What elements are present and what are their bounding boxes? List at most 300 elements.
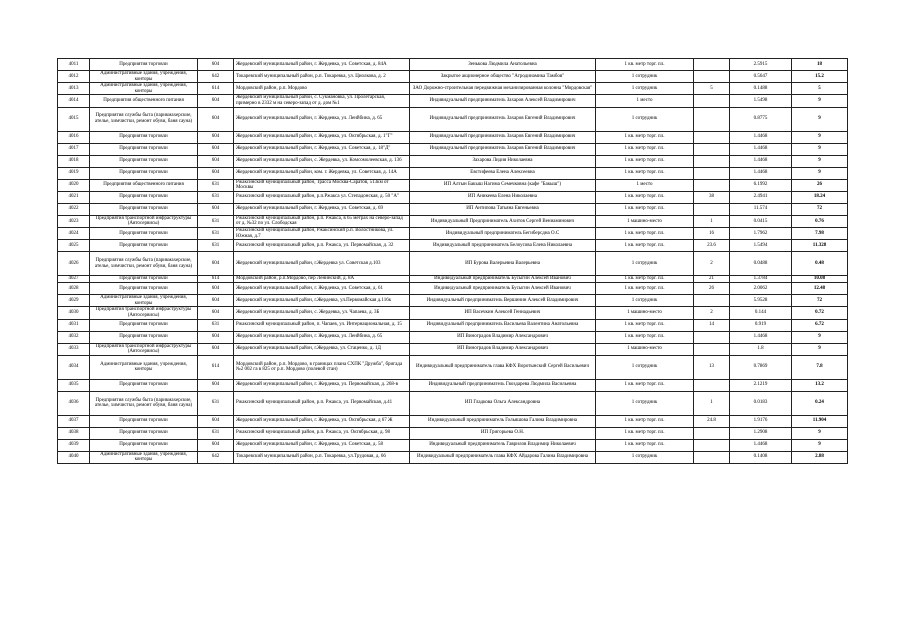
volume-value-cell: 11.904 xyxy=(792,415,848,427)
norm-value-cell: 1.4468 xyxy=(730,155,792,167)
object-category-cell: Предприятия общественного питания xyxy=(90,95,198,107)
norm-value-cell: 1.4468 xyxy=(730,331,792,343)
okved-code-cell: 604 xyxy=(198,131,234,143)
okved-code-cell: 604 xyxy=(198,143,234,155)
table-row xyxy=(58,391,848,415)
row-number-cell: 4018 xyxy=(58,155,90,167)
area-value-cell xyxy=(694,167,730,179)
unit-cell: 1 кв. метр торг. пл. xyxy=(596,319,694,331)
area-value-cell: 14 xyxy=(694,319,730,331)
row-number-cell: 4040 xyxy=(58,451,90,463)
object-category-cell: Предприятия торговли xyxy=(90,276,198,283)
unit-cell: 1 кв. метр торг. пл. xyxy=(596,283,694,295)
organization-name-cell: Индивидуальный предприниматель глава КФХ Воротынский Сергей Васильевич xyxy=(410,355,596,379)
okved-code-cell: 614 xyxy=(198,276,234,283)
table-row xyxy=(58,427,848,439)
area-value-cell: 1 xyxy=(694,215,730,227)
row-number-cell: 4031 xyxy=(58,319,90,331)
address-cell: Жердевский муниципальный район, г.Жердевка ул. Советская д.103 xyxy=(234,252,410,276)
area-value-cell: 5 xyxy=(694,83,730,95)
table-row xyxy=(58,83,848,95)
organization-name-cell: ИП Бурова Валерьевна Валерьевна xyxy=(410,252,596,276)
object-category-cell: Предприятия транспортной инфраструктуры (Автосервисы) xyxy=(90,215,198,227)
norm-value-cell: 1.2908 xyxy=(730,427,792,439)
address-cell: Ржаксинский муниципальный район, Трасса Москва-Саратов, 513км от Москвы xyxy=(234,179,410,191)
organization-name-cell: ИП Алтын Бакыш Нагима Семечковна (кафе "Бакыш") xyxy=(410,179,596,191)
norm-value-cell: 1.4468 xyxy=(730,439,792,451)
table-row xyxy=(58,451,848,463)
unit-cell: 1 кв. метр торг. пл. xyxy=(596,227,694,239)
table-row xyxy=(58,415,848,427)
object-category-cell: Предприятия торговли xyxy=(90,240,198,252)
address-cell: Жердевский муниципальный район, г.Жердевка, ул.Первомайская д.116к xyxy=(234,295,410,307)
norm-value-cell: 1.9176 xyxy=(730,415,792,427)
row-number-cell: 4034 xyxy=(58,355,90,379)
row-number-cell: 4016 xyxy=(58,131,90,143)
unit-cell: 1 сотрудник xyxy=(596,295,694,307)
unit-cell: 1 кв. метр торг. пл. xyxy=(596,276,694,283)
table-row xyxy=(58,107,848,131)
table-row xyxy=(58,240,848,252)
norm-value-cell: 0.7869 xyxy=(730,355,792,379)
row-number-cell: 4025 xyxy=(58,240,90,252)
address-cell: Жердевский муниципальный район, г. Жердевка, ул. Октябрьская, д 67 Ж xyxy=(234,415,410,427)
norm-value-cell: 1.7962 xyxy=(730,227,792,239)
norm-value-cell: 2.0062 xyxy=(730,283,792,295)
object-category-cell: Предприятия службы быта (парикмахерские, ателье, химчистки, ремонт обуви, баня сауна) xyxy=(90,107,198,131)
okved-code-cell: 604 xyxy=(198,203,234,215)
table-row xyxy=(58,295,848,307)
organization-name-cell: Индивидуальный предприниматель Бусыгин Алексей Иванович xyxy=(410,283,596,295)
volume-value-cell: 9 xyxy=(792,331,848,343)
norm-value-cell: 1.4468 xyxy=(730,143,792,155)
address-cell: Жердевский муниципальный район, г. Жердевка, ул. Ленйбина, д. 65 xyxy=(234,331,410,343)
area-value-cell: 26 xyxy=(694,283,730,295)
address-cell: Жердевский муниципальный район, г. Жердевка, ул. Первомайская, д. 268-в xyxy=(234,379,410,391)
volume-value-cell: 0.76 xyxy=(792,215,848,227)
row-number-cell: 4035 xyxy=(58,379,90,391)
volume-value-cell: 9 xyxy=(792,155,848,167)
table-row xyxy=(58,331,848,343)
organization-name-cell: Евстифеева Елена Алексеевна xyxy=(410,167,596,179)
unit-cell: 1 кв. метр торг. пл. xyxy=(596,203,694,215)
address-cell: Токаревский муниципальный район, р.п. Токаревка, ул. Циолкова, д. 2 xyxy=(234,71,410,83)
table-row xyxy=(58,215,848,227)
area-value-cell: 2 xyxy=(694,307,730,319)
organization-name-cell: ИП Аникеева Елена Николаевна xyxy=(410,191,596,203)
table-row xyxy=(58,131,848,143)
row-number-cell: 4014 xyxy=(58,95,90,107)
object-category-cell: Предприятия транспортной инфраструктуры (Автосервисы) xyxy=(90,307,198,319)
norm-value-cell: 0.1488 xyxy=(730,83,792,95)
volume-value-cell: 5 xyxy=(792,83,848,95)
area-value-cell xyxy=(694,379,730,391)
volume-value-cell: 9 xyxy=(792,439,848,451)
okved-code-cell: 631 xyxy=(198,319,234,331)
row-number-cell: 4020 xyxy=(58,179,90,191)
norm-value-cell: 1.4468 xyxy=(730,167,792,179)
volume-value-cell: 9 xyxy=(792,131,848,143)
organization-name-cell: Индивидуальный предприниматель Бегиберсдна О.С xyxy=(410,227,596,239)
unit-cell: 1 машино-место xyxy=(596,307,694,319)
organization-name-cell: Индивидуальный предприниматель Захаров Евгений Владимирович xyxy=(410,107,596,131)
okved-code-cell: 604 xyxy=(198,439,234,451)
norm-value-cell: 1.8 xyxy=(730,343,792,355)
address-cell: Жердевский муниципальный район, ком. г. Жердевка, ул. Советская, д. 14А xyxy=(234,167,410,179)
object-category-cell: Предприятия торговли xyxy=(90,203,198,215)
norm-value-cell: 1.4468 xyxy=(730,131,792,143)
volume-value-cell: 9 xyxy=(792,427,848,439)
okved-code-cell: 631 xyxy=(198,215,234,227)
row-number-cell: 4023 xyxy=(58,215,90,227)
area-value-cell: 21 xyxy=(694,276,730,283)
object-category-cell: Предприятия торговли xyxy=(90,379,198,391)
okved-code-cell: 631 xyxy=(198,427,234,439)
object-category-cell: Административные здания, учреждения, конторы xyxy=(90,451,198,463)
organization-name-cell: Индивидуальный предприниматель глава КФХ Айдарова Галина Владимировна xyxy=(410,451,596,463)
okved-code-cell: 631 xyxy=(198,391,234,415)
address-cell: Ржаксинский муниципальный район, Ржаксинский р.п. Волостникова, ул. Южная, д.7 xyxy=(234,227,410,239)
organization-name-cell: Захарова Лидия Николаевна xyxy=(410,155,596,167)
okved-code-cell: 631 xyxy=(198,179,234,191)
norm-value-cell: 1.5498 xyxy=(730,95,792,107)
norm-value-cell: 2.5915 xyxy=(730,59,792,71)
object-category-cell: Предприятия торговли xyxy=(90,167,198,179)
unit-cell: 1 кв. метр торг. пл. xyxy=(596,379,694,391)
unit-cell: 1 место xyxy=(596,95,694,107)
organization-name-cell: Индивидуальный предприниматель Вершинин Алексей Владимирович xyxy=(410,295,596,307)
unit-cell: 1 машино-место xyxy=(596,343,694,355)
volume-value-cell: 15.2 xyxy=(792,71,848,83)
organization-name-cell: ИП Виноградов Владимир Александрович xyxy=(410,331,596,343)
norm-value-cell: 5.9528 xyxy=(730,295,792,307)
object-category-cell: Предприятия торговли xyxy=(90,319,198,331)
okved-code-cell: 604 xyxy=(198,307,234,319)
volume-value-cell: 9 xyxy=(792,95,848,107)
organization-name-cell: Индивидуальный предприниматель Васильева Валентина Анатольевна xyxy=(410,319,596,331)
address-cell: Жердевский муниципальный район, г.Жердевка, ул. Стаценко, д. 1Д xyxy=(234,343,410,355)
table-row xyxy=(58,439,848,451)
table-row xyxy=(58,227,848,239)
unit-cell: 1 сотрудник xyxy=(596,107,694,131)
okved-code-cell: 604 xyxy=(198,107,234,131)
okved-code-cell: 642 xyxy=(198,451,234,463)
area-value-cell xyxy=(694,331,730,343)
table-row xyxy=(58,307,848,319)
unit-cell: 1 кв. метр торг. пл. xyxy=(596,155,694,167)
volume-value-cell: 9 xyxy=(792,143,848,155)
unit-cell: 1 сотрудник xyxy=(596,83,694,95)
unit-cell: 1 сотрудник xyxy=(596,391,694,415)
volume-value-cell: 0.48 xyxy=(792,252,848,276)
row-number-cell: 4015 xyxy=(58,107,90,131)
object-category-cell: Предприятия торговли xyxy=(90,439,198,451)
organization-name-cell: ИП Гладкова Ольга Александровна xyxy=(410,391,596,415)
area-value-cell xyxy=(694,71,730,83)
address-cell: Ржаксинский муниципальный район, р.п.Ржакса ул. Степадонская, д. 50 "А" xyxy=(234,191,410,203)
area-value-cell xyxy=(694,203,730,215)
okved-code-cell: 604 xyxy=(198,331,234,343)
table-row xyxy=(58,95,848,107)
object-category-cell: Предприятия торговли xyxy=(90,415,198,427)
organization-name-cell: ИП Антипова Татьяна Евгеньевна xyxy=(410,203,596,215)
unit-cell: 1 машино-место xyxy=(596,215,694,227)
norm-value-cell: 0.144 xyxy=(730,307,792,319)
norm-value-cell: 0.0488 xyxy=(730,252,792,276)
organization-name-cell: Индивидуальный предприниматель Бусыгин Алексей Иванович xyxy=(410,276,596,283)
organization-name-cell: Индивидуальный предприниматель Гольяшова Галина Владимировна xyxy=(410,415,596,427)
object-category-cell: Предприятия торговли xyxy=(90,331,198,343)
unit-cell: 1 кв. метр торг. пл. xyxy=(596,59,694,71)
object-category-cell: Предприятия торговли xyxy=(90,191,198,203)
row-number-cell: 4017 xyxy=(58,143,90,155)
address-cell: Мордовский район, р.п. Мордово, в границах плана СХПК "Дружба", бригада №2 002 га в 825 от р.п. Мордово (полевой стан) xyxy=(234,355,410,379)
volume-value-cell: 72 xyxy=(792,295,848,307)
norm-value-cell: 6.1992 xyxy=(730,179,792,191)
volume-value-cell: 2.88 xyxy=(792,451,848,463)
row-number-cell: 4011 xyxy=(58,59,90,71)
object-category-cell: Предприятия службы быта (парикмахерские, ателье, химчистки, ремонт обуви, баня сауна) xyxy=(90,252,198,276)
unit-cell: 1 место xyxy=(596,179,694,191)
organization-name-cell: ИП Васечкин Алексей Геннадьевич xyxy=(410,307,596,319)
area-value-cell: 24.8 xyxy=(694,415,730,427)
area-value-cell xyxy=(694,295,730,307)
organization-name-cell: Индивидуальный предприниматель Захаров Евгений Владимирович xyxy=(410,131,596,143)
okved-code-cell: 604 xyxy=(198,252,234,276)
table-row xyxy=(58,191,848,203)
address-cell: Ржаксинский муниципальный район, п. Чапаев, ул. Интернациональная, д. 15 xyxy=(234,319,410,331)
okved-code-cell: 604 xyxy=(198,167,234,179)
address-cell: Жердевский муниципальный район, г. Жердевка, ул. Советская, д. 58 xyxy=(234,439,410,451)
area-value-cell xyxy=(694,343,730,355)
volume-value-cell: 9 xyxy=(792,167,848,179)
area-value-cell xyxy=(694,59,730,71)
address-cell: Ржаксинский муниципальный район, р.п. Ржакса, ул. Первомайская, д.41 xyxy=(234,391,410,415)
address-cell: Мордовский район, р.п. Мордово xyxy=(234,83,410,95)
address-cell: Мордовский район, р.п.Мордово, пер Ленинский, д. 8А xyxy=(234,276,410,283)
unit-cell: 1 кв. метр торг. пл. xyxy=(596,240,694,252)
address-cell: Жердевский муниципальный район, г. Жердевка, ул. Советская, д. 61 xyxy=(234,283,410,295)
okved-code-cell: 631 xyxy=(198,191,234,203)
table-row xyxy=(58,283,848,295)
okved-code-cell: 604 xyxy=(198,155,234,167)
area-value-cell xyxy=(694,439,730,451)
area-value-cell: 38 xyxy=(694,191,730,203)
table-row xyxy=(58,71,848,83)
volume-value-cell: 9 xyxy=(792,343,848,355)
volume-value-cell: 26 xyxy=(792,179,848,191)
object-category-cell: Предприятия торговли xyxy=(90,59,198,71)
table-row xyxy=(58,155,848,167)
object-category-cell: Предприятия торговли xyxy=(90,131,198,143)
row-number-cell: 4038 xyxy=(58,427,90,439)
address-cell: Жердевский муниципальный район, г. Жердевка, ул. Советская, д. 84А xyxy=(234,59,410,71)
volume-value-cell: 18.24 xyxy=(792,191,848,203)
unit-cell: 1 кв. метр торг. пл. xyxy=(596,415,694,427)
address-cell: Жердевский муниципальный район, г. Жердевка, ул. Октябрьская, д. 1"Г" xyxy=(234,131,410,143)
object-category-cell: Предприятия транспортной инфраструктуры (Автосервисы) xyxy=(90,343,198,355)
organization-name-cell: ИП Григорьева О.Н. xyxy=(410,427,596,439)
table-row xyxy=(58,276,848,283)
address-cell: Ржаксинский муниципальный район, р.п. Ржакса, ул. Октябрьская, д. 98 xyxy=(234,427,410,439)
volume-value-cell: 7.8 xyxy=(792,355,848,379)
okved-code-cell: 631 xyxy=(198,227,234,239)
area-value-cell xyxy=(694,155,730,167)
address-cell: Жердевский муниципальный район, г. Жердевка, ул. Советская, д. 18"Д" xyxy=(234,143,410,155)
area-value-cell xyxy=(694,179,730,191)
volume-value-cell: 7.98 xyxy=(792,227,848,239)
unit-cell: 1 кв. метр торг. пл. xyxy=(596,439,694,451)
registry-table xyxy=(57,58,848,464)
unit-cell: 1 сотрудник xyxy=(596,451,694,463)
table-row xyxy=(58,379,848,391)
table-row xyxy=(58,203,848,215)
area-value-cell: 2 xyxy=(694,252,730,276)
organization-name-cell: Индивидуальный предприниматель Захаров Евгений Владимирович xyxy=(410,143,596,155)
organization-name-cell: Зенькова Людмила Анатольевна xyxy=(410,59,596,71)
okved-code-cell: 604 xyxy=(198,379,234,391)
table-row xyxy=(58,179,848,191)
row-number-cell: 4022 xyxy=(58,203,90,215)
unit-cell: 1 кв. метр торг. пл. xyxy=(596,143,694,155)
table-row xyxy=(58,343,848,355)
unit-cell: 1 сотрудник xyxy=(596,355,694,379)
address-cell: Токаревский муниципальный район, р.п. Токаревка, ул.Трудовая, д. 66 xyxy=(234,451,410,463)
norm-value-cell: 0.0415 xyxy=(730,215,792,227)
unit-cell: 1 кв. метр торг. пл. xyxy=(596,427,694,439)
table-row xyxy=(58,167,848,179)
area-value-cell xyxy=(694,95,730,107)
object-category-cell: Административные здания, учреждения, конторы xyxy=(90,71,198,83)
norm-value-cell: 11.574 xyxy=(730,203,792,215)
area-value-cell: 16 xyxy=(694,227,730,239)
row-number-cell: 4029 xyxy=(58,295,90,307)
norm-value-cell: 0.919 xyxy=(730,319,792,331)
object-category-cell: Предприятия службы быта (парикмахерские, ателье, химчистки, ремонт обуви, баня сауна) xyxy=(90,391,198,415)
address-cell: Жердевский муниципальный район, г. Жердевка, ул. Ленйбина, д. 65 xyxy=(234,107,410,131)
okved-code-cell: 614 xyxy=(198,355,234,379)
row-number-cell: 4013 xyxy=(58,83,90,95)
norm-value-cell: 0.1408 xyxy=(730,451,792,463)
okved-code-cell: 604 xyxy=(198,283,234,295)
organization-name-cell: Индивидуальный предприниматель Захаров Алексей Владимирович xyxy=(410,95,596,107)
okved-code-cell: 631 xyxy=(198,240,234,252)
unit-cell: 1 кв. метр торг. пл. xyxy=(596,191,694,203)
volume-value-cell: 18 xyxy=(792,59,848,71)
area-value-cell: 1 xyxy=(694,391,730,415)
volume-value-cell: 10.08 xyxy=(792,276,848,283)
address-cell: Жердевский муниципальный район, с. Сукмановка, ул. Пролетарская, примерно в 2332 м на северо-запад от д. дом №1 xyxy=(234,95,410,107)
volume-value-cell: 9 xyxy=(792,107,848,131)
organization-name-cell: ИП Виноградов Владимир Александрович xyxy=(410,343,596,355)
volume-value-cell: 6.72 xyxy=(792,319,848,331)
object-category-cell: Предприятия торговли xyxy=(90,143,198,155)
volume-value-cell: 72 xyxy=(792,203,848,215)
organization-name-cell: Закрытое акционерное общество "Агродинамика Тамбов" xyxy=(410,71,596,83)
row-number-cell: 4027 xyxy=(58,276,90,283)
organization-name-cell: Индивидуальный предприниматель Гвоздарева Людмила Васильевна xyxy=(410,379,596,391)
unit-cell: 1 сотрудник xyxy=(596,252,694,276)
norm-value-cell: 0.0183 xyxy=(730,391,792,415)
address-cell: Ржаксинский муниципальный район, р.п. Ржакса, в 65 метрах на северо-запад от д. №32 по ул. Слободская xyxy=(234,215,410,227)
volume-value-cell: 12.48 xyxy=(792,283,848,295)
object-category-cell: Предприятия торговли xyxy=(90,155,198,167)
row-number-cell: 4030 xyxy=(58,307,90,319)
norm-value-cell: 0.8775 xyxy=(730,107,792,131)
object-category-cell: Административные здания, учреждения, конторы xyxy=(90,295,198,307)
unit-cell: 1 кв. метр торг. пл. xyxy=(596,131,694,143)
norm-value-cell: 0.5647 xyxy=(730,71,792,83)
row-number-cell: 4024 xyxy=(58,227,90,239)
volume-value-cell: 0.24 xyxy=(792,391,848,415)
object-category-cell: Предприятия торговли xyxy=(90,227,198,239)
okved-code-cell: 614 xyxy=(198,83,234,95)
row-number-cell: 4037 xyxy=(58,415,90,427)
unit-cell: 1 кв. метр торг. пл. xyxy=(596,167,694,179)
area-value-cell: 13 xyxy=(694,355,730,379)
unit-cell: 1 сотрудник xyxy=(596,71,694,83)
organization-name-cell: Индивидуальный Предприниматель Ахитов Сергей Вениаминович xyxy=(410,215,596,227)
norm-value-cell: 1.3784 xyxy=(730,276,792,283)
okved-code-cell: 604 xyxy=(198,95,234,107)
area-value-cell xyxy=(694,451,730,463)
area-value-cell: 23.6 xyxy=(694,240,730,252)
row-number-cell: 4039 xyxy=(58,439,90,451)
okved-code-cell: 604 xyxy=(198,415,234,427)
organization-name-cell: ЗАО Дорожно-строительная передвижная механизированная колонна "Мордовская" xyxy=(410,83,596,95)
volume-value-cell: 0.72 xyxy=(792,307,848,319)
okved-code-cell: 604 xyxy=(198,295,234,307)
object-category-cell: Административные здания, учреждения, конторы xyxy=(90,355,198,379)
address-cell: Жердевский муниципальный район, с. Жердевка, ул. Комсомолеевская, д. 136 xyxy=(234,155,410,167)
organization-name-cell: Индивидуальный предприниматель Гаврилов Владимир Николаевич xyxy=(410,439,596,451)
volume-value-cell: 13.2 xyxy=(792,379,848,391)
norm-value-cell: 2.1219 xyxy=(730,379,792,391)
row-number-cell: 4019 xyxy=(58,167,90,179)
address-cell: Ржаксинский муниципальный район, р.п. Ржакса, ул. Первомайская, д. 32 xyxy=(234,240,410,252)
area-value-cell xyxy=(694,107,730,131)
address-cell: Жердевский муниципальный район, г. Жердевка, ул. Советская, д. 69 xyxy=(234,203,410,215)
row-number-cell: 4032 xyxy=(58,331,90,343)
row-number-cell: 4012 xyxy=(58,71,90,83)
area-value-cell xyxy=(694,427,730,439)
table-row xyxy=(58,319,848,331)
row-number-cell: 4033 xyxy=(58,343,90,355)
norm-value-cell: 2.4941 xyxy=(730,191,792,203)
row-number-cell: 4028 xyxy=(58,283,90,295)
object-category-cell: Предприятия общественного питания xyxy=(90,179,198,191)
object-category-cell: Предприятия торговли xyxy=(90,427,198,439)
table-row xyxy=(58,143,848,155)
address-cell: Жердевский муниципальный район, с. Жердевка, ул. Чапаева, д. 3Б xyxy=(234,307,410,319)
row-number-cell: 4026 xyxy=(58,252,90,276)
norm-value-cell: 1.5494 xyxy=(730,240,792,252)
table-row xyxy=(58,355,848,379)
object-category-cell: Административные здания, учреждения, конторы xyxy=(90,83,198,95)
okved-code-cell: 642 xyxy=(198,71,234,83)
table-row xyxy=(58,252,848,276)
volume-value-cell: 11.328 xyxy=(792,240,848,252)
unit-cell: 1 кв. метр торг. пл. xyxy=(596,331,694,343)
organization-name-cell: Индивидуальный предприниматель Белоусова Елена Николаевна xyxy=(410,240,596,252)
row-number-cell: 4021 xyxy=(58,191,90,203)
table-row xyxy=(58,59,848,71)
okved-code-cell: 604 xyxy=(198,59,234,71)
okved-code-cell: 604 xyxy=(198,343,234,355)
row-number-cell: 4036 xyxy=(58,391,90,415)
area-value-cell xyxy=(694,143,730,155)
area-value-cell xyxy=(694,131,730,143)
